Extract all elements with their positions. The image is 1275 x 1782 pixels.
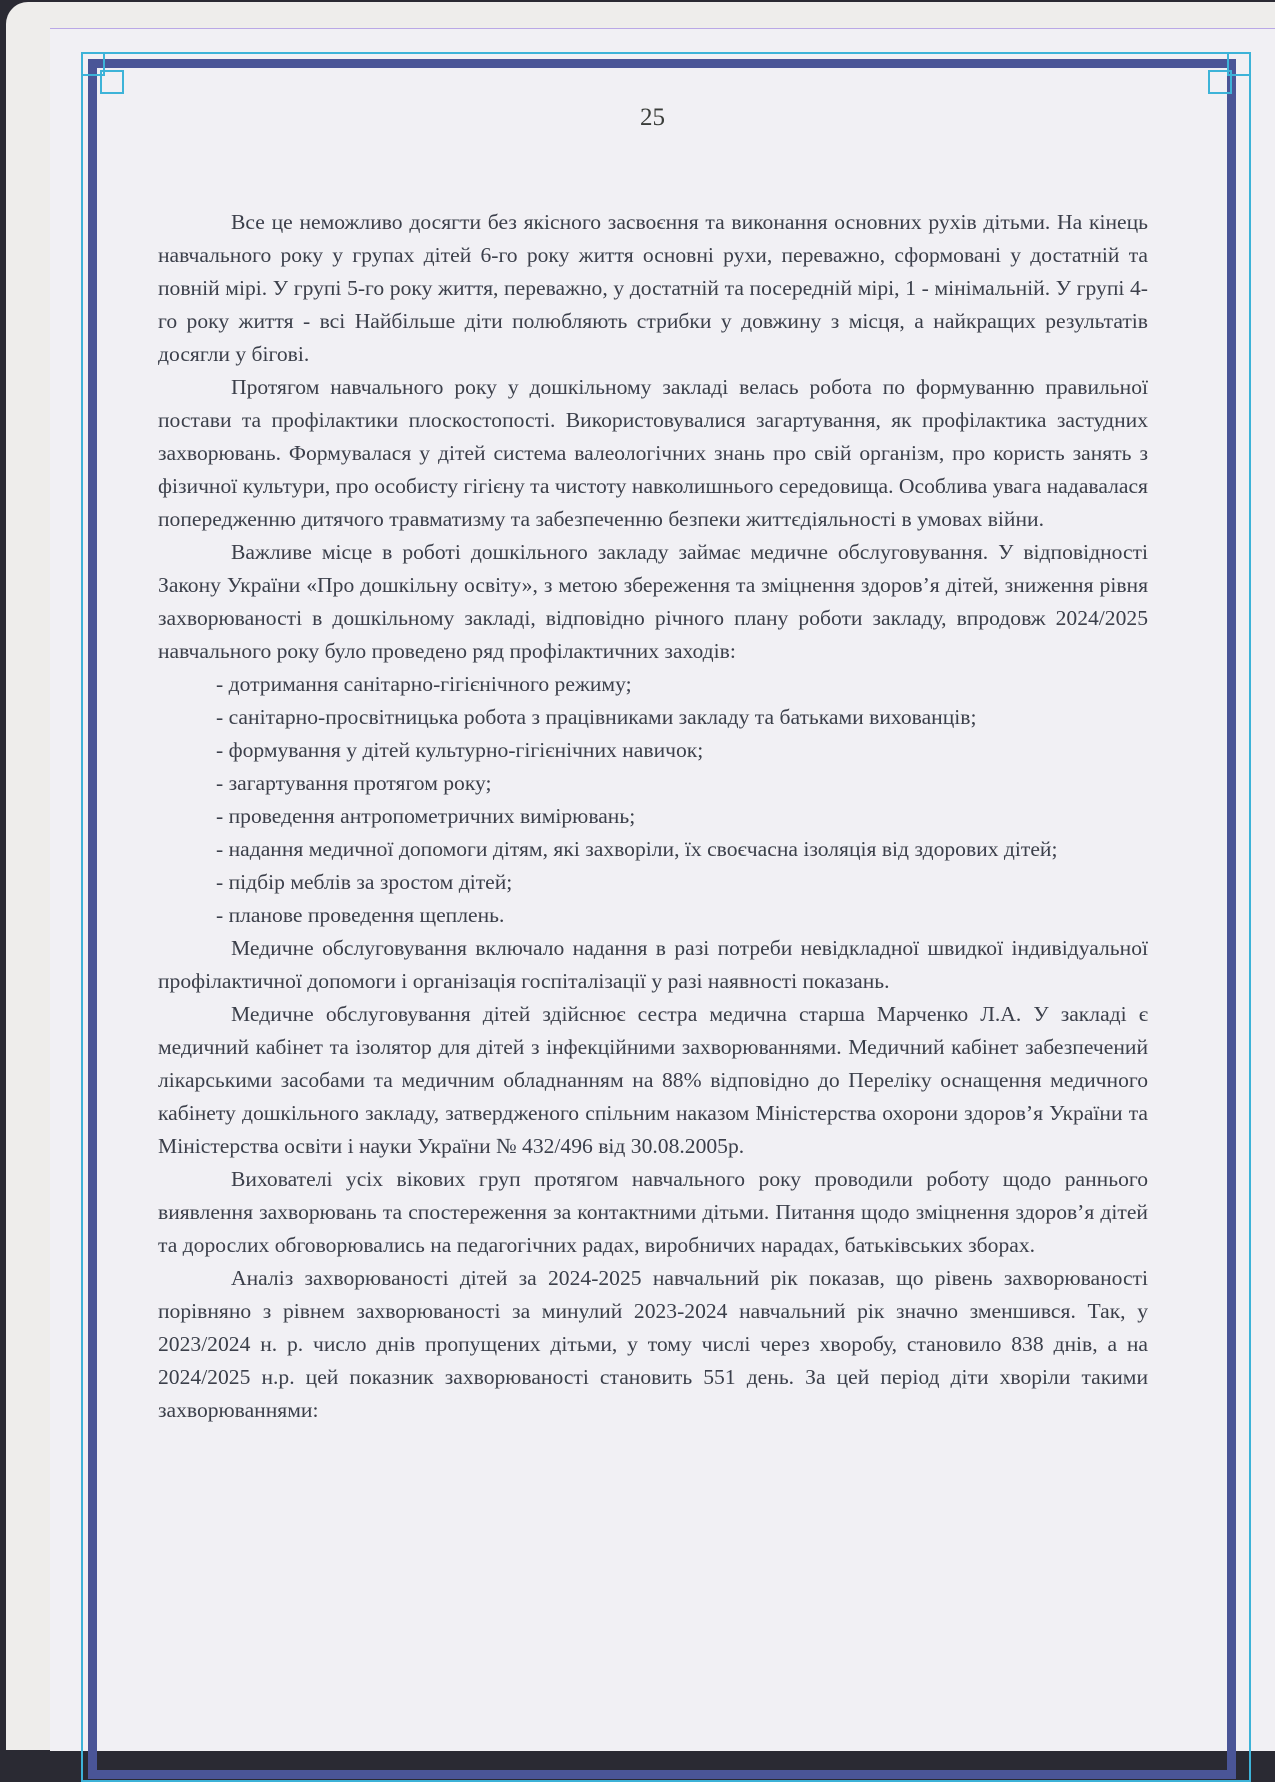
paragraph-motor-skills: Все це неможливо досягти без якісного засвоєння та виконання основних рухів дітьми. На кінець навчального року у групах дітей 6-го року життя основні рухи, переважно, сформовані у достатній та повній мірі. У групі 5-го року життя, переважно, у достатній та посередній мірі, 1 - мінімальній. У групі 4-го року життя - всі Найбільше діти полюбляють стрибки у довжину з місця, а найкращих результатів досягли у бігові. — [158, 210, 1148, 366]
list-item: - санітарно-просвітницька робота з працівниками закладу та батьками вихованців; — [216, 705, 977, 729]
paragraph-teachers: Вихователі усіх вікових груп протягом навчального року проводили роботу щодо раннього виявлення захворювань та спостереження за контактними дітьми. Питання щодо зміцнення здоров’я дітей та дорослих обговорювались на педагогічних радах, виробничих нарадах, батьківських зборах. — [158, 1167, 1148, 1257]
paragraph-emergency-care: Медичне обслуговування включало надання в разі потреби невідкладної швидкої індивідуальної профілактичної допомоги і організація госпіталізації у разі наявності показань. — [158, 936, 1148, 993]
list-item: - надання медичної допомоги дітям, які захворіли, їх своєчасна ізоляція від здорових дітей; — [216, 837, 1058, 861]
list-item: - дотримання санітарно-гігієнічного режиму; — [216, 672, 632, 696]
list-item: - формування у дітей культурно-гігієнічних навичок; — [216, 738, 704, 762]
list-item: - проведення антропометричних вимірювань; — [216, 804, 636, 828]
paragraph-morbidity-analysis: Аналіз захворюваності дітей за 2024-2025 навчальний рік показав, що рівень захворюваності порівняно з рівнем захворюваності за минулий 2023-2024 навчальний рік значно зменшився. Так, у 2023/2024 н. р. число днів пропущених дітьми, у тому числі через хворобу, становило 838 днів, а на 2024/2025 н.р. цей показник захворюваності становить 551 день. За цей період діти хворіли такими захворюваннями: — [158, 1266, 1148, 1422]
frame-corner-ornament — [100, 70, 124, 94]
preventive-measures-list — [158, 668, 1148, 932]
frame-corner-ornament — [1208, 70, 1232, 94]
paragraph-medical-office: Медичне обслуговування дітей здійснює сестра медична старша Марченко Л.А. У закладі є медичний кабінет та ізолятор для дітей з інфекційними захворюваннями. Медичний кабінет забезпечений лікарськими засобами та медичним обладнанням на 88% відповідно до Переліку оснащення медичного кабінету дошкільного закладу, затвердженого спільним наказом Міністерства охорони здоров’я України та Міністерства освіти і науки України № 432/496 від 30.08.2005р. — [158, 1002, 1148, 1158]
list-item: - загартування протягом року; — [216, 771, 492, 795]
document-body — [158, 206, 1148, 1427]
paragraph-medical-service: Важливе місце в роботі дошкільного закладу займає медичне обслуговування. У відповідності Закону України «Про дошкільну освіту», з метою збереження та зміцнення здоров’я дітей, зниження рівня захворюваності в дошкільному закладі, відповідно річного плану роботи закладу, впродовж 2024/2025 навчального року було проведено ряд профілактичних заходів: — [158, 540, 1148, 663]
paragraph-posture: Протягом навчального року у дошкільному закладі велась робота по формуванню правильної постави та профілактики плоскостопості. Використовувалися загартування, як профілактика застудних захворювань. Формувалася у дітей система валеологічних знань про свій організм, про користь занять з фізичної культури, про особисту гігієну та чистоту навколишнього середовища. Особлива увага надавалася попередженню дитячого травматизму та забезпеченню безпеки життєдіяльності в умовах війни. — [158, 375, 1148, 531]
list-item: - планове проведення щеплень. — [216, 903, 505, 927]
page-number: 25 — [640, 104, 665, 131]
list-item: - підбір меблів за зростом дітей; — [216, 870, 513, 894]
